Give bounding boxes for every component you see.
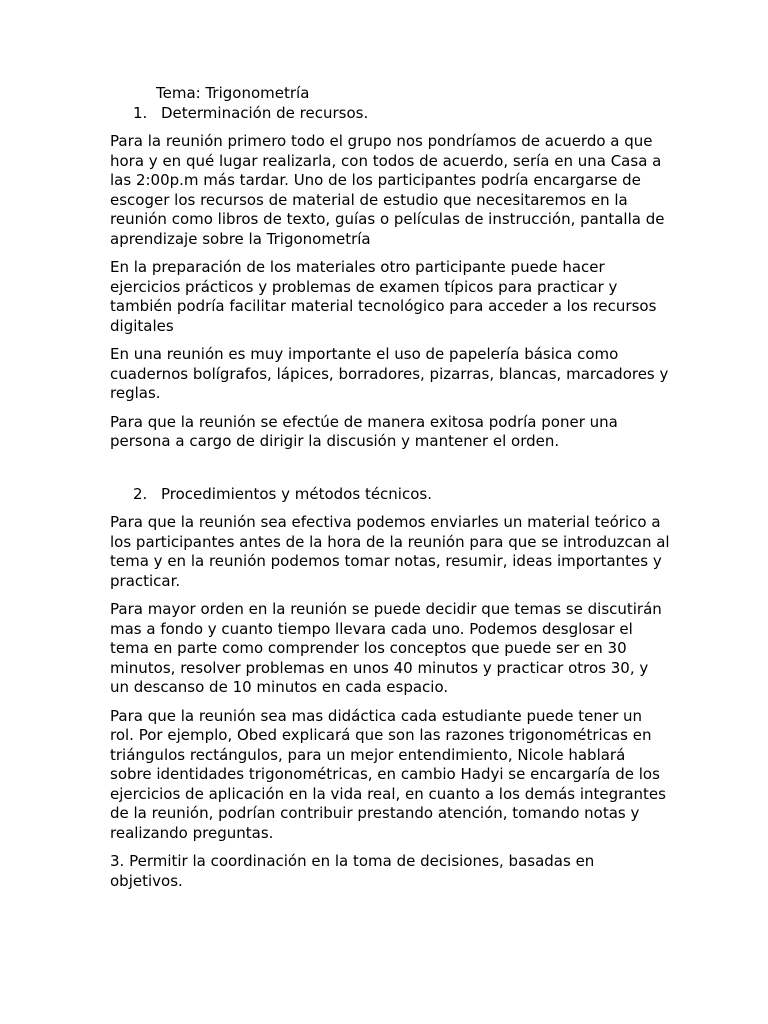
section-2-paragraph-2: Para mayor orden en la reunión se puede decidir que temas se discutirán mas a fondo y cuanto tiempo llevara cada uno. Podemos desglosar el tema en parte como comprender los conceptos que puede ser en 30 minutos, resolver problemas en unos 40 minutos y practicar otros 30, y un descanso de 10 minutos en cada espacio. — [110, 600, 662, 696]
section-3-heading: 3. Permitir la coordinación en la toma de decisiones, basadas en objetivos. — [110, 852, 595, 890]
section-1-paragraph-4: Para que la reunión se efectúe de manera exitosa podría poner una persona a cargo de dirigir la discusión y mantener el orden. — [110, 412, 618, 450]
section-2-heading-text: Procedimientos y métodos técnicos. — [161, 484, 432, 503]
section-2-paragraph-3: Para que la reunión sea mas didáctica cada estudiante puede tener un rol. Por ejemplo, Obed explicará que son las razones trigonométricas en triángulos rectángulos, para un mejor entendimiento, Nicole hablará sobre identidades trigonométricas, en cambio Hadyi se encargaría de los ejercicios de aplicación en la vida real, en cuanto a los demás integrantes de la reunión, podrían contribuir prestando atención, tomando notas y realizando preguntas. — [110, 706, 666, 842]
document-body — [110, 84, 670, 891]
section-1-heading — [133, 104, 670, 124]
section-2-paragraph-1: Para que la reunión sea efectiva podemos enviarles un material teórico a los participantes antes de la hora de la reunión para que se introduzcan al tema y en la reunión podemos tomar notas, resumir, ideas importantes y practicar. — [110, 513, 670, 590]
section-2-number: 2. — [133, 484, 148, 503]
section-1-paragraph-1: Para la reunión primero todo el grupo nos pondríamos de acuerdo a que hora y en qué lugar realizarla, con todos de acuerdo, sería en una Casa a las 2:00p.m más tardar. Uno de los participantes podría encargarse de escoger los recursos de material de estudio que necesitaremos en la reunión como libros de texto, guías o películas de instrucción, pantalla de aprendizaje sobre la Trigonometría — [110, 132, 665, 248]
section-1-paragraph-3: En una reunión es muy importante el uso de papelería básica como cuadernos bolígrafos, lápices, borradores, pizarras, blancas, marcadores y reglas. — [110, 345, 669, 402]
section-2-heading — [133, 485, 670, 505]
document-title: Tema: Trigonometría — [156, 84, 310, 102]
section-1-paragraph-2: En la preparación de los materiales otro participante puede hacer ejercicios prácticos y problemas de examen típicos para practicar y también podría facilitar material tecnológico para acceder a los recursos digitales — [110, 258, 657, 335]
section-1-number: 1. — [133, 103, 148, 122]
section-1-heading-text: Determinación de recursos. — [161, 103, 369, 122]
